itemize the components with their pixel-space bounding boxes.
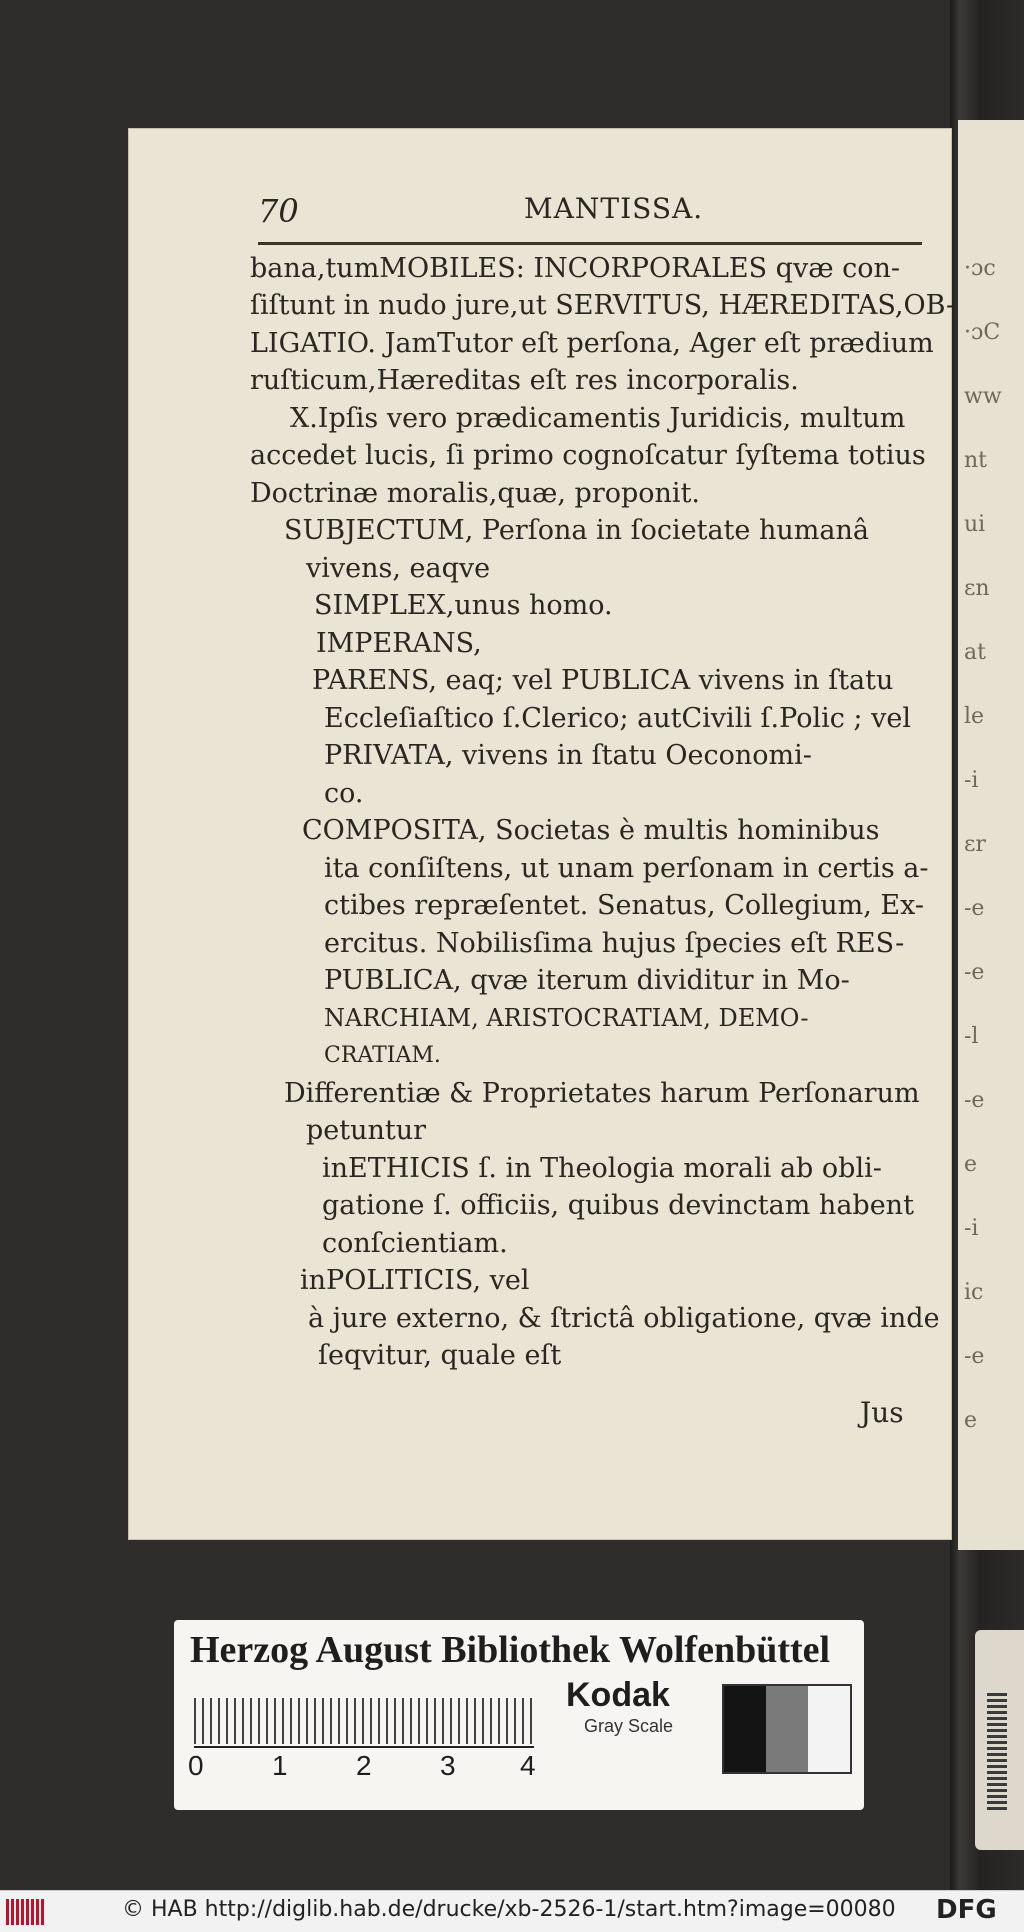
adjacent-page-fragment: at [964,640,986,665]
gray-patch [808,1686,850,1772]
adjacent-page-fragment: ww [964,384,1002,409]
page-number: 70 [258,192,299,230]
adjacent-page-fragment: -e [964,1088,985,1113]
library-name: Herzog August Bibliothek Wolfenbüttel [190,1629,831,1671]
scale-digit: 2 [356,1750,372,1781]
text-line: PRIVATA, vivens in ſtatu Oeconomi- [324,740,812,771]
text-line: ercitus. Nobilisſima hujus ſpecies eſt RES- [324,928,905,959]
text-line: ctibes repræſentet. Senatus, Collegium, Ex- [324,890,925,921]
text-line: Eccleſiaſtico ſ.Clerico; autCivili ſ.Polic ; vel [324,703,911,734]
text-line: vivens, eaqve [306,553,491,584]
text-line: bana,tumMOBILES: INCORPORALES qvæ con- [250,253,901,284]
adjacent-page-fragment: ·ɔC [964,320,1001,345]
text-line: COMPOSITA, Societas è multis hominibus [302,815,880,846]
text-line: PARENS, eaq; vel PUBLICA vivens in ſtatu [312,665,894,696]
scale-digit: 0 [188,1750,204,1781]
adjacent-page-edge [958,120,1024,1550]
adjacent-page-fragment: -i [964,768,979,793]
catchword: Jus [860,1396,904,1429]
text-line: à jure externo, & ſtrictâ obligatione, qvæ inde [308,1303,940,1334]
adjacent-page-fragment: -i [964,1216,979,1241]
text-line: LIGATIO. JamTutor eſt perſona, Ager eſt prædium [250,328,934,359]
gray-patch [724,1686,766,1772]
adjacent-page-fragment: ui [964,512,986,537]
text-line: co. [324,778,364,809]
color-reference-card [174,1620,864,1810]
text-line: X.Ipſis vero prædicamentis Juridicis, multum [290,403,906,434]
adjacent-page-fragment: ·ɔc [964,256,996,281]
source-link[interactable]: © HAB http://diglib.hab.de/drucke/xb-2526-1/start.htm?image=00080 [122,1897,896,1922]
text-line: ſiſtunt in nudo jure,ut SERVITUS, HÆREDITAS,OB- [250,290,956,321]
running-head: MANTISSA. [524,192,704,225]
gray-patch [766,1686,808,1772]
text-line: IMPERANS, [316,628,482,659]
scale-digit: 1 [272,1750,288,1781]
text-line: inETHICIS ſ. in Theologia morali ab obli- [322,1153,882,1184]
adjacent-page-fragment: e [964,1408,978,1433]
viewer-footer [0,1890,1024,1932]
adjacent-page-fragment: -e [964,960,985,985]
adjacent-page-fragment: -e [964,1344,985,1369]
text-line: ita conſiſtens, ut unam perſonam in certis a- [324,853,929,884]
barcode [987,1690,1007,1810]
text-line: Doctrinæ moralis,quæ, proponit. [250,478,700,509]
scale-ticks [194,1698,534,1744]
page-header [258,192,922,232]
adjacent-page-fragment: le [964,704,985,729]
adjacent-page-fragment: nt [964,448,988,473]
gray-patches [722,1684,852,1774]
text-line: CRATIAM. [324,1043,441,1068]
text-line: PUBLICA, qvæ iterum dividitur in Mo- [324,965,850,996]
text-line: Differentiæ & Proprietates harum Perſonarum [284,1078,920,1109]
adjacent-page-fragment: ic [964,1280,984,1305]
text-line: ruſticum,Hæreditas eſt res incorporalis. [250,365,799,396]
text-line: SUBJECTUM, Perſona in ſocietate humanâ [284,515,869,546]
scale-digit: 4 [520,1750,536,1781]
adjacent-color-card [975,1630,1024,1850]
text-line: NARCHIAM, ARISTOCRATIAM, DEMO- [324,1004,809,1032]
adjacent-page-fragment: -e [964,896,985,921]
scale-digit: 3 [440,1750,456,1781]
hab-logo-icon [6,1899,46,1925]
adjacent-page-fragment: e [964,1152,978,1177]
text-line: ſeqvitur, quale eſt [318,1340,562,1371]
adjacent-page-fragment: -l [964,1024,979,1049]
header-rule [258,242,922,245]
text-line: petuntur [306,1115,427,1146]
text-line: accedet lucis, ſi primo cognoſcatur ſyſtema totius [250,440,926,471]
adjacent-page-fragment: ɛr [964,832,986,857]
brand-subtitle: Gray Scale [584,1716,674,1736]
brand-logo: Kodak [566,1676,670,1714]
adjacent-page-fragment: ɛn [964,576,990,601]
text-line: conſcientiam. [322,1228,508,1259]
dfg-logo: DFG [936,1895,997,1925]
text-line: gatione ſ. officiis, quibus devinctam habent [322,1190,914,1221]
text-line: SIMPLEX,unus homo. [314,590,613,621]
text-line: inPOLITICIS, vel [300,1265,530,1296]
